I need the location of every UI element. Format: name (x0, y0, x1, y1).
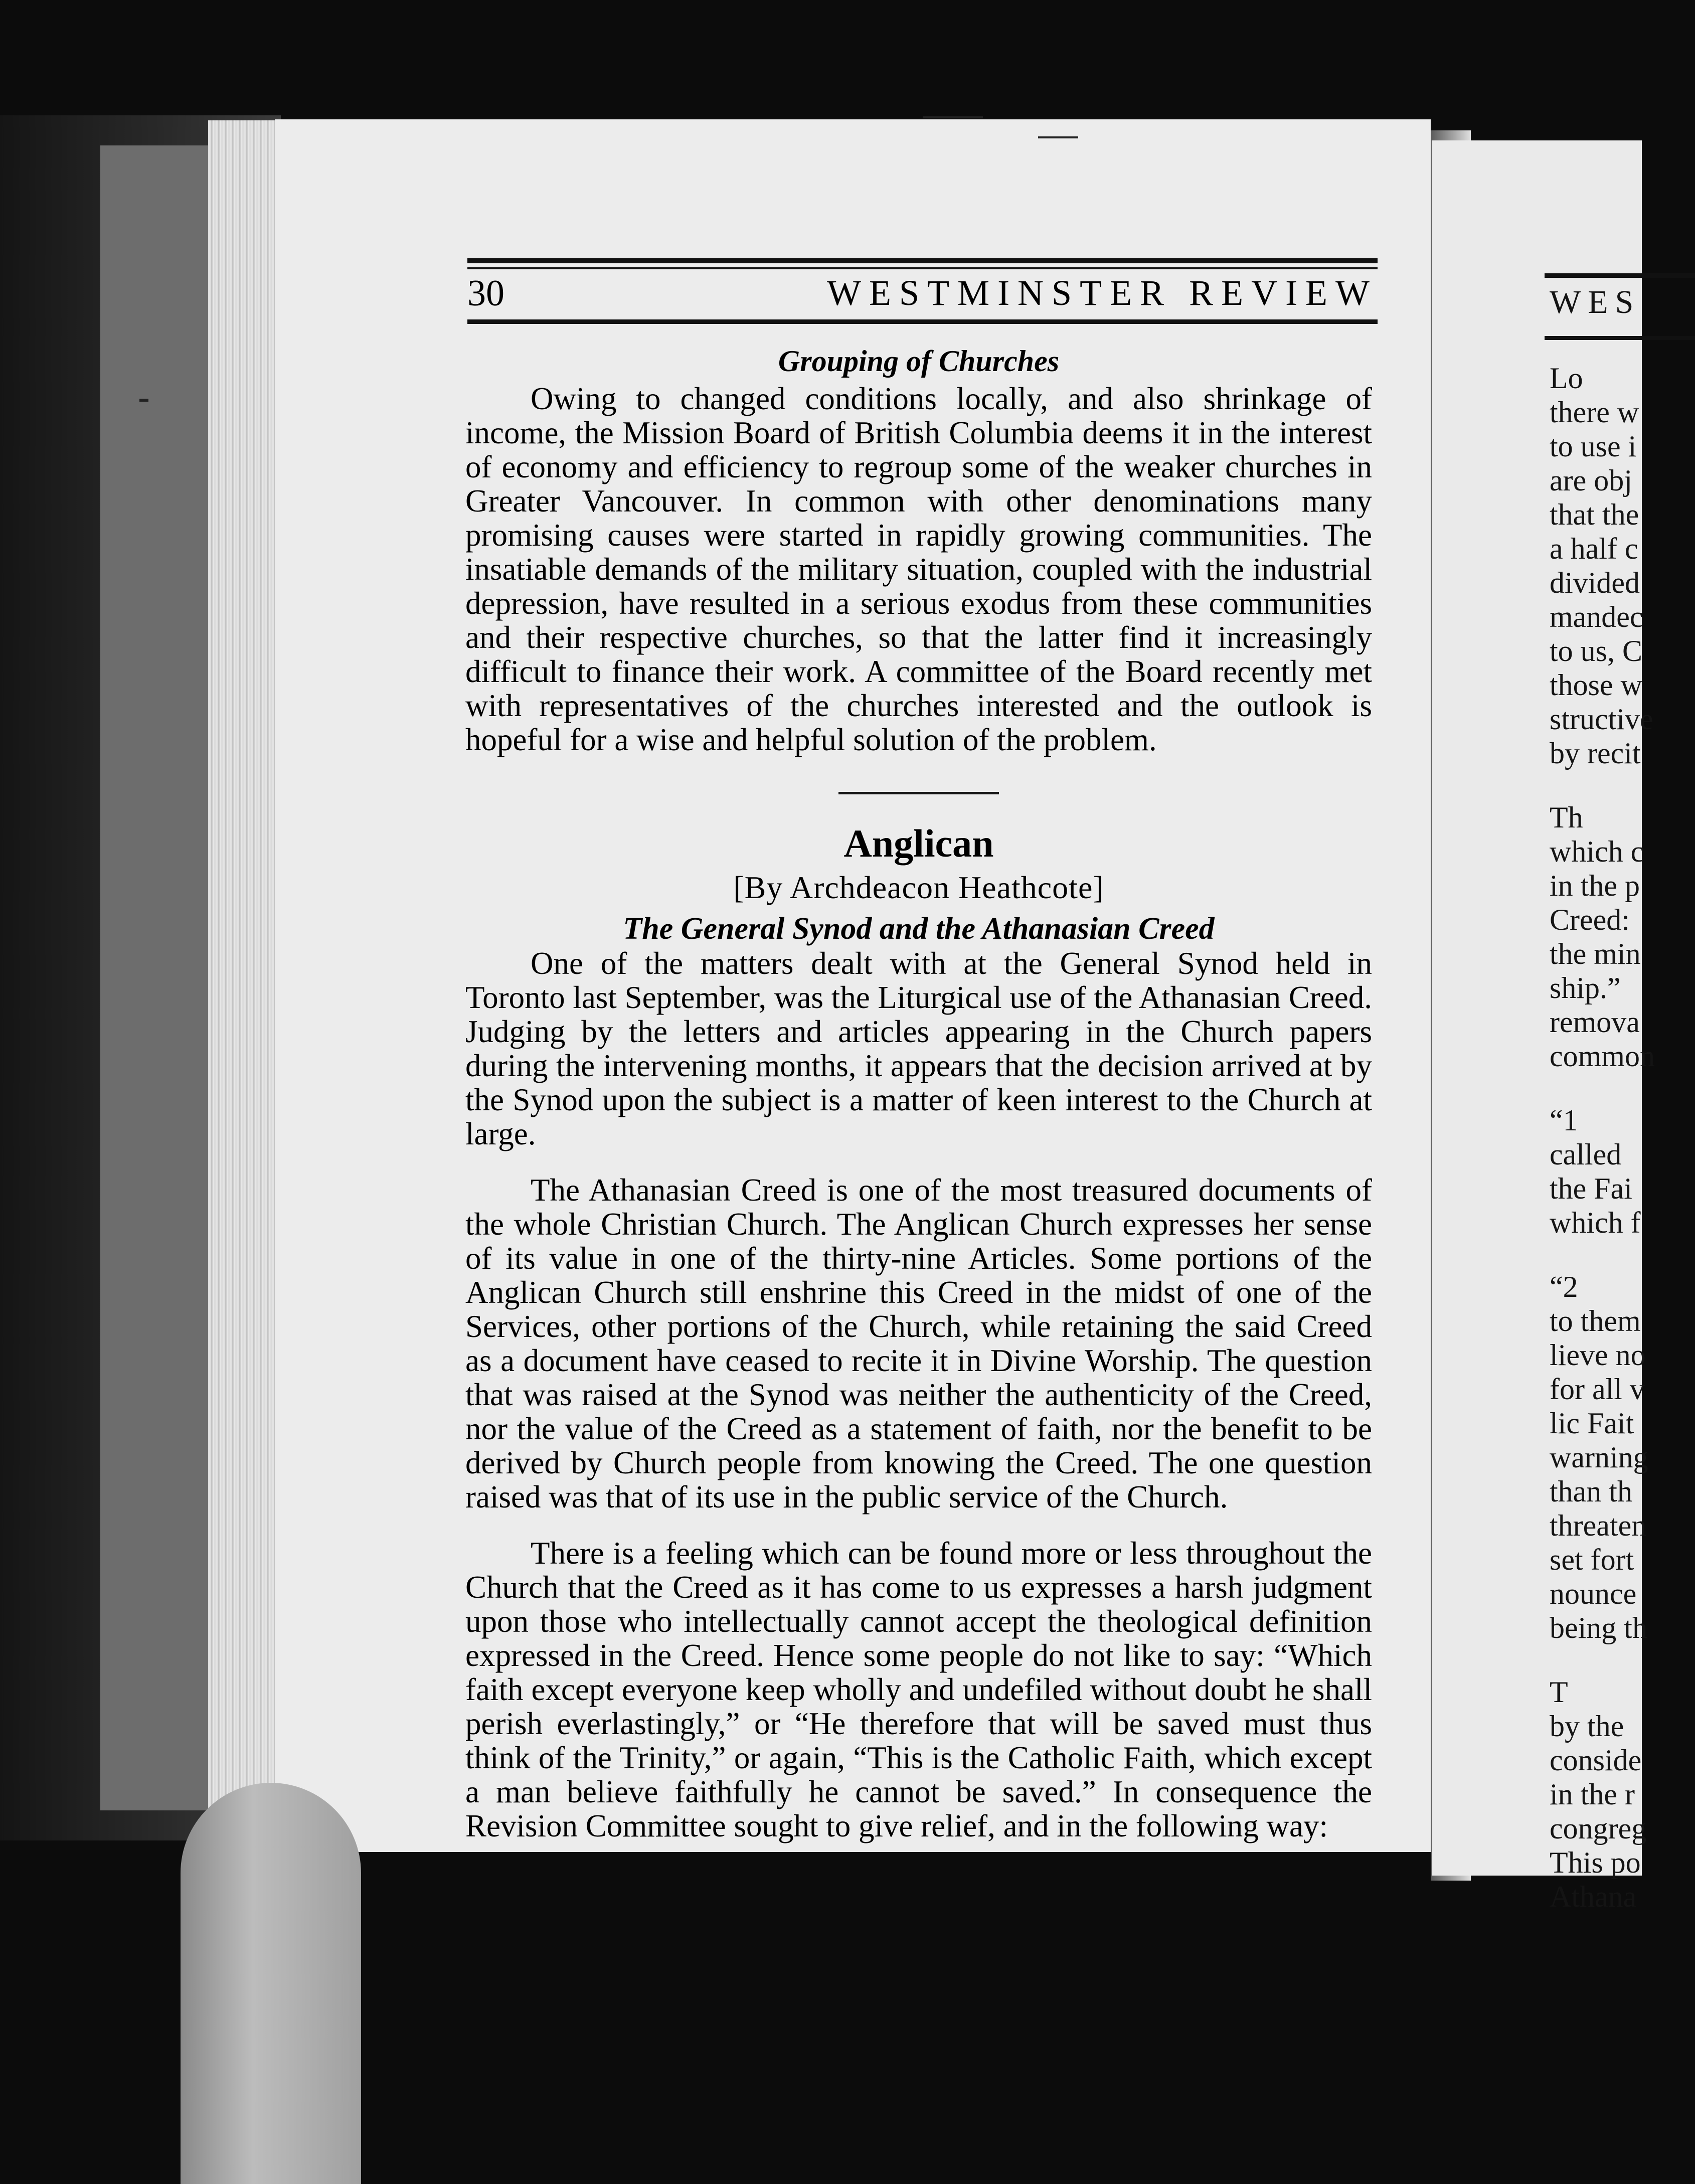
scan-mark (923, 116, 983, 118)
right-page-line: set fort (1550, 1543, 1634, 1576)
right-page-line: which f (1550, 1206, 1641, 1239)
right-page-line: nounce (1550, 1577, 1637, 1610)
right-page-line: divided (1550, 566, 1640, 599)
right-page-line: for all v (1550, 1373, 1645, 1406)
right-header-rule-top (1545, 273, 1695, 278)
paragraph-synod-2: The Athanasian Creed is one of the most treasured documents of the whole Christian Church. The Anglican Church expresses her sense of its value in one of the thirty-nine Articles. Some portions of the Anglican Church still enshrine this Creed in the midst of one of the Services, other portions of the Church, while retaining the said Creed as a document have ceased to recite it in Divine Worship. The question that was raised at the Synod was neither the authenticity of the Creed, nor the value of the Creed as a statement of faith, nor the benefit to be derived by Church people from knowing the Creed. The one question raised was that of its use in the public service of the Church. (465, 1172, 1372, 1515)
right-page-line: that the (1550, 498, 1639, 531)
right-page-line: the Fai (1550, 1172, 1632, 1205)
right-page-line: being th (1550, 1611, 1647, 1644)
right-page-line: “2 (1550, 1270, 1578, 1303)
section-heading-grouping: Grouping of Churches (778, 345, 1060, 378)
right-page-line: those w (1550, 668, 1642, 702)
right-page-line: than th (1550, 1475, 1632, 1508)
right-page-line: mandec (1550, 600, 1643, 633)
right-page-line: by recit (1550, 737, 1641, 770)
right-page-line: in the p (1550, 869, 1640, 902)
section-heading-anglican: Anglican (843, 821, 994, 865)
page-number: 30 (467, 273, 504, 314)
right-page-line: lieve no (1550, 1338, 1646, 1372)
right-page-line: common (1550, 1040, 1655, 1073)
right-page-line: the min (1550, 937, 1641, 970)
right-page-line: ship.” (1550, 971, 1621, 1004)
right-page-line: T (1550, 1675, 1568, 1709)
right-page-line: remova (1550, 1005, 1640, 1039)
right-page-line: there w (1550, 396, 1639, 429)
byline: [By Archdeacon Heathcote] (733, 870, 1104, 905)
right-running-title: WES (1550, 284, 1641, 320)
page-header (467, 258, 1378, 328)
header-rule-top (467, 258, 1378, 263)
page-content (465, 344, 1372, 1843)
header-rule-top-thin (467, 267, 1378, 269)
scan-mark (1038, 136, 1078, 138)
right-page (1432, 140, 1655, 1913)
right-page-line: structive (1550, 703, 1653, 736)
header-rule-bottom (467, 319, 1378, 324)
right-page-line: “1 (1550, 1104, 1578, 1137)
cover-board (100, 145, 211, 1810)
paragraph-gap (465, 1151, 1372, 1173)
right-page-line: warning (1550, 1441, 1648, 1474)
paragraph-gap (465, 1514, 1372, 1536)
right-page-line: congreg (1550, 1812, 1647, 1845)
section-divider (838, 792, 999, 794)
right-page-line: called (1550, 1138, 1622, 1171)
right-page-line: by the (1550, 1710, 1624, 1743)
right-page-line: Th (1550, 801, 1583, 834)
right-page-line: Athana (1550, 1880, 1637, 1913)
subheading-synod: The General Synod and the Athanasian Creed (623, 912, 1215, 946)
paragraph-synod-3: There is a feeling which can be found more or less throughout the Church that the Creed as it has come to us expresses a harsh judgment upon those who intellectually cannot accept the theological definition expressed in the Creed. Hence some people do not like to say: “Which faith except everyone keep wholly and undefiled without doubt he shall perish everlastingly,” or “He therefore that will be saved must thus think of the Trinity,” or again, “This is the Catholic Faith, which except a man believe faithfully he cannot be saved.” In consequence the Revision Committee sought to give relief, and in the following way: (465, 1536, 1372, 1843)
right-page-line: This po (1550, 1846, 1641, 1879)
right-page-line: lic Fait (1550, 1407, 1634, 1440)
right-page-line: in the r (1550, 1778, 1635, 1811)
paragraph-synod-1: One of the matters dealt with at the General Synod held in Toronto last September, was the Liturgical use of the Athanasian Creed. Judging by the letters and articles appearing in the Church papers during the intervening months, it appears that the decision arrived at by the Synod upon the subject is a matter of keen interest to the Church at large. (465, 946, 1372, 1151)
right-page-line: a half c (1550, 532, 1638, 565)
right-page-line: to use i (1550, 430, 1637, 463)
running-title: WESTMINSTER REVIEW (827, 273, 1378, 313)
page-holder-stick (181, 1783, 361, 2184)
right-page-line: threaten (1550, 1509, 1647, 1542)
right-page-line: are obj (1550, 464, 1632, 497)
page-edges (208, 120, 283, 1851)
right-page-line: which c (1550, 835, 1644, 868)
right-page-line: Lo (1550, 362, 1583, 395)
right-page-line: to them (1550, 1304, 1641, 1337)
right-page-line: Creed: (1550, 903, 1630, 936)
paragraph-grouping: Owing to changed conditions locally, and also shrinkage of income, the Mission Board of British Columbia deems it in the interest of economy and efficiency to regroup some of the weaker churches in Greater Vancouver. In common with other denominations many promising causes were started in rapidly growing communities. The insatiable demands of the military situation, coupled with the industrial depression, have resulted in a serious exodus from these communities and their respective churches, so that the latter find it increasingly difficult to finance their work. A committee of the Board recently met with representatives of the churches interested and the outlook is hopeful for a wise and helpful solution of the problem. (465, 381, 1372, 757)
right-page-line: to us, C (1550, 634, 1643, 667)
right-page-line: conside (1550, 1744, 1642, 1777)
right-header-rule-bottom (1545, 336, 1695, 340)
scan-mark (139, 399, 148, 402)
